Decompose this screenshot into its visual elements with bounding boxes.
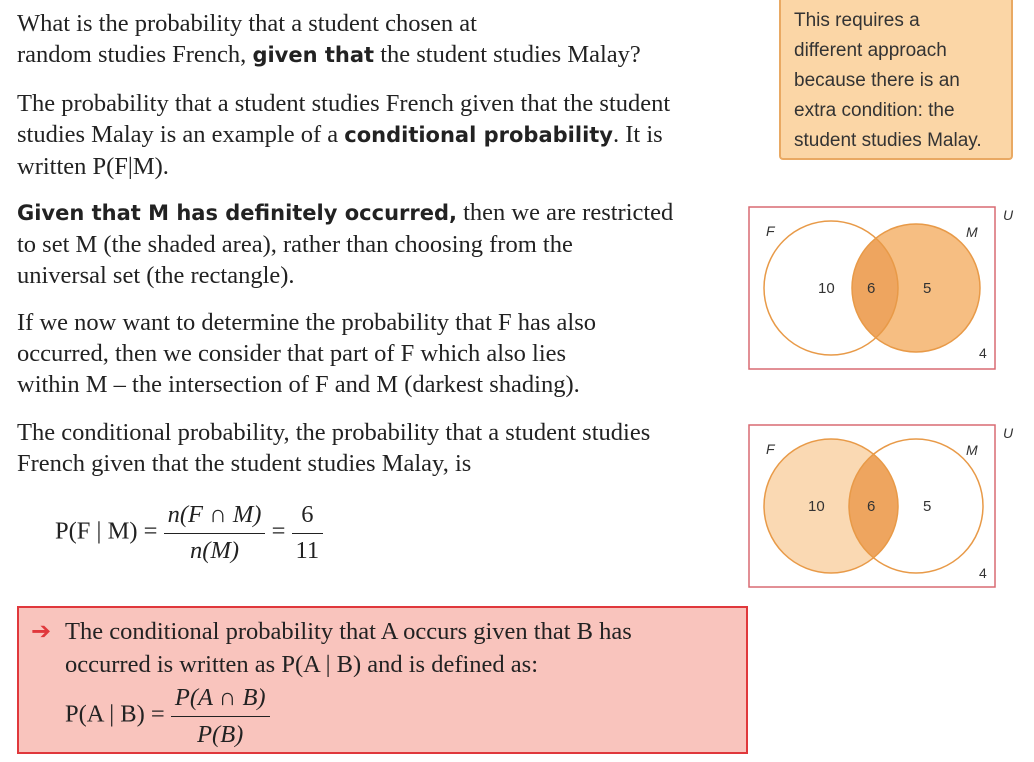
label-f: F: [766, 223, 775, 239]
definition-formula: [65, 682, 270, 750]
restriction-paragraph: [17, 197, 673, 291]
value-only-f: 10: [808, 498, 825, 515]
formula-value: [292, 500, 324, 566]
question-line-2a: random studies French,: [17, 41, 253, 68]
label-f: F: [766, 441, 775, 457]
conditional-probability-bold: conditional probability: [344, 123, 613, 147]
question-line-2b: the student studies Malay?: [374, 41, 641, 68]
para4-line-1: If we now want to determine the probability that F has also: [17, 309, 597, 336]
para2-line-1: The probability that a student studies French given that the student: [17, 90, 671, 117]
conditional-result-paragraph: [17, 417, 650, 479]
definition-formula-lhs: P(A | B) =: [65, 700, 165, 728]
definition-fraction: [171, 682, 270, 750]
para3-line-2: to set M (the shaded area), rather than choosing from the: [17, 231, 573, 258]
value-intersection: 6: [867, 498, 876, 515]
side-note: [779, 0, 1013, 160]
definition-denominator: P(B): [171, 716, 270, 750]
venn-1-svg: [748, 206, 1014, 372]
para2-line-3: written P(F|M).: [17, 153, 169, 180]
label-u: U: [1003, 425, 1014, 441]
side-note-line-4: extra condition: the: [794, 100, 955, 121]
value-intersection: 6: [867, 280, 876, 297]
para5-line-2: French given that the student studies Malay, is: [17, 450, 472, 477]
definition-numerator: P(A ∩ B): [174, 684, 266, 711]
venn-diagram-m-shaded: [748, 206, 1014, 368]
formula-denominator: n(M): [164, 533, 266, 566]
venn-2-svg: [748, 424, 1014, 590]
para5-line-1: The conditional probability, the probability that a student studies: [17, 419, 651, 446]
value-outside: 4: [979, 565, 987, 581]
value-outside: 4: [979, 345, 987, 361]
question-line-1: What is the probability that a student chosen at: [17, 10, 477, 37]
given-that-bold: given that: [252, 43, 375, 67]
arrow-right-icon: ➔: [31, 617, 52, 645]
para4-line-2: occurred, then we consider that part of F which also lies: [17, 340, 567, 367]
para3-line-3: universal set (the rectangle).: [17, 262, 295, 289]
formula-value-numerator: 6: [301, 501, 314, 528]
label-u: U: [1003, 207, 1014, 223]
definition-box: [17, 606, 748, 754]
formula-numerator: n(F ∩ M): [167, 501, 262, 528]
definition-line-2: occurred is written as P(A | B) and is defined as:: [65, 651, 539, 678]
side-note-line-5: student studies Malay.: [794, 130, 982, 151]
definition-line-1: The conditional probability that A occurs given that B has: [65, 618, 632, 645]
conditional-formula: [55, 500, 323, 566]
side-note-line-1: This requires a: [794, 10, 920, 31]
side-note-line-2: different approach: [794, 40, 947, 61]
given-m-bold: Given that M has definitely occurred,: [17, 201, 457, 225]
formula-equals: =: [271, 517, 286, 545]
intersection-paragraph: [17, 307, 596, 400]
formula-lhs: P(F | M) =: [55, 517, 158, 545]
para4-line-3: within M – the intersection of F and M (darkest shading).: [17, 371, 580, 398]
value-only-m: 5: [923, 280, 932, 297]
para2-line-2b: . It is: [613, 121, 663, 148]
para2-line-2a: studies Malay is an example of a: [17, 121, 345, 148]
side-note-line-3: because there is an: [794, 70, 960, 91]
conditional-intro-paragraph: [17, 88, 670, 182]
value-only-m: 5: [923, 498, 932, 515]
label-m: M: [966, 224, 978, 240]
para3-line-1b: then we are restricted: [457, 199, 674, 226]
formula-value-denominator: 11: [292, 533, 324, 566]
label-m: M: [966, 442, 978, 458]
venn-diagram-f-shaded: [748, 424, 1014, 586]
question-text: [17, 8, 641, 71]
value-only-f: 10: [818, 280, 835, 297]
formula-fraction: [164, 500, 266, 566]
